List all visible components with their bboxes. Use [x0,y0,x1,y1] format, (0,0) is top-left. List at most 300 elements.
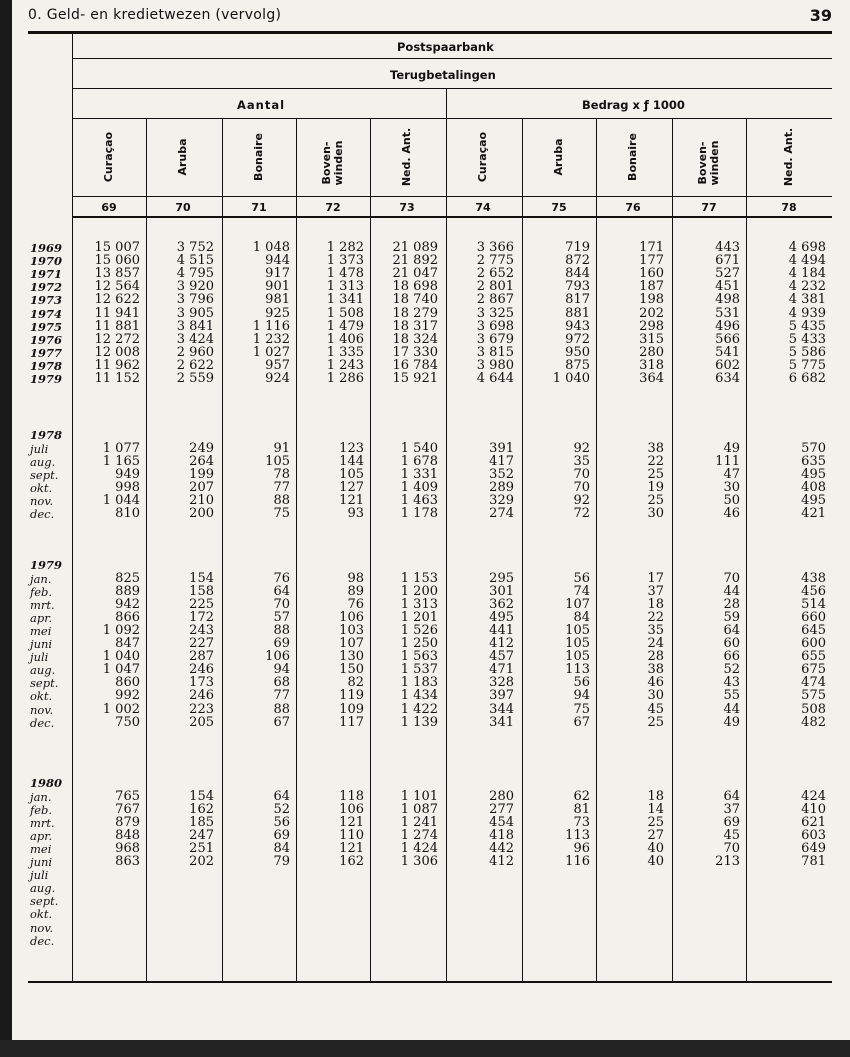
table-cell: 25 [647,492,664,508]
table-cell: 37 [723,801,740,817]
table-cell: 280 [489,788,514,804]
table-cell: 45 [647,701,664,717]
table-cell: 70 [573,479,590,495]
table-cell: 160 [639,266,664,282]
table-cell: 40 [647,840,664,856]
table-cell: 442 [489,840,514,856]
block-heading: 1979 [30,558,63,572]
table-cell: 3 325 [476,305,514,321]
table-cell: 1 540 [400,440,438,456]
table-cell: 1 313 [400,596,438,612]
table-cell: 1 331 [400,466,438,482]
table-cell: 21 047 [392,266,438,282]
block-heading: 1980 [30,776,63,790]
table-cell: 105 [565,649,590,665]
table-cell: 4 232 [788,279,826,295]
table-cell: 5 775 [788,357,826,373]
table-cell: 200 [189,506,214,521]
table-cell: 96 [573,840,590,856]
table-cell: 28 [647,649,664,665]
table-cell: 16 784 [392,357,438,373]
row-label: okt. [30,907,53,922]
table-cell: 457 [489,649,514,665]
table-cell: 12 622 [94,292,140,308]
scan-left-edge [0,0,12,1057]
table-cell: 3 905 [176,305,214,321]
table-cell: 38 [647,440,664,456]
table-cell: 75 [273,506,290,521]
table-cell: 719 [565,240,590,255]
table-cell: 4 494 [788,253,826,269]
table-cell: 46 [723,506,740,521]
table-cell: 3 841 [176,318,214,334]
table-cell: 59 [723,609,740,625]
table-cell: 603 [801,827,826,843]
table-cell: 11 881 [94,318,140,334]
table-cell: 1 183 [400,675,438,691]
table-cell: 35 [647,622,664,638]
group-title: Postspaarbank [397,40,494,54]
table-cell: 495 [489,609,514,625]
row-label: sept. [30,467,59,482]
table-cell: 56 [573,675,590,691]
table-cell: 3 679 [476,331,514,347]
table-cell: 950 [565,344,590,360]
table-cell: 22 [647,453,664,469]
table-cell: 825 [115,570,140,586]
table-cell: 5 433 [788,331,826,347]
table-cell: 1 178 [400,506,438,521]
row-label: 1978 [30,358,63,373]
table-cell: 17 [647,570,664,586]
column-divider [596,118,597,981]
row-label: okt. [30,689,53,704]
column-divider [146,118,147,981]
table-cell: 1 048 [252,240,290,255]
table-cell: 1 537 [400,662,438,678]
table-cell: 70 [723,840,740,856]
table-cell: 64 [723,788,740,804]
bottom-rule [28,981,832,983]
table-cell: 44 [723,583,740,599]
table-cell: 121 [339,492,364,508]
table-cell: 1 313 [326,279,364,295]
table-cell: 202 [639,305,664,321]
row-label: dec. [30,715,55,730]
table-cell: 91 [273,440,290,456]
table-cell: 76 [273,570,290,586]
table-cell: 172 [189,609,214,625]
table-cell: 412 [489,636,514,651]
table-cell: 56 [273,814,290,830]
table-cell: 12 008 [94,344,140,360]
table-cell: 471 [489,662,514,678]
table-cell: 1 373 [326,253,364,269]
table-cell: 202 [189,854,214,869]
table-cell: 341 [489,714,514,730]
table-cell: 634 [715,371,740,386]
table-cell: 19 [647,479,664,495]
table-cell: 15 060 [94,253,140,269]
table-cell: 866 [115,609,140,625]
column-header-name: Bonaire [626,133,639,181]
table-cell: 3 796 [176,292,214,308]
table-cell: 2 801 [476,279,514,295]
table-cell: 12 564 [94,279,140,295]
table-cell: 1 563 [400,649,438,665]
table-cell: 225 [189,596,214,612]
column-header-name: Bonaire [252,133,265,181]
table-cell: 4 381 [788,292,826,308]
table-cell: 957 [265,357,290,373]
table-cell: 77 [273,688,290,704]
table-cell: 67 [573,714,590,730]
table-cell: 621 [801,814,826,830]
table-cell: 600 [801,636,826,651]
table-cell: 1 508 [326,305,364,321]
table-cell: 105 [339,466,364,482]
table-cell: 514 [801,596,826,612]
table-cell: 1 463 [400,492,438,508]
table-cell: 243 [189,622,214,638]
column-number: 78 [781,201,797,214]
row-label: juli [30,441,49,456]
table-cell: 93 [347,506,364,521]
table-cell: 943 [565,318,590,334]
table-cell: 1 282 [326,240,364,255]
table-cell: 73 [573,814,590,830]
table-cell: 391 [489,440,514,456]
row-label: aug. [30,663,56,678]
table-cell: 508 [801,701,826,717]
table-cell: 1 087 [400,801,438,817]
table-cell: 3 698 [476,318,514,334]
table-cell: 45 [723,827,740,843]
column-header-name: Ned. Ant. [782,127,795,187]
column-number: 72 [325,201,341,214]
table-cell: 541 [715,344,740,360]
table-cell: 817 [565,292,590,308]
table-cell: 872 [565,253,590,269]
table-cell: 264 [189,453,214,469]
table-cell: 106 [265,649,290,665]
column-divider [672,118,673,981]
table-cell: 1 409 [400,479,438,495]
table-cell: 1 434 [400,688,438,704]
table-cell: 1 027 [252,344,290,360]
table-cell: 424 [801,788,826,804]
table-cell: 15 921 [392,371,438,386]
row-label: jan. [30,789,52,804]
table-cell: 22 [647,609,664,625]
row-label: nov. [30,920,54,935]
column-header-name: Ned. Ant. [400,127,413,187]
row-label: 1979 [30,372,63,386]
table-cell: 109 [339,701,364,717]
table-cell: 121 [339,814,364,830]
table-cell: 162 [189,801,214,817]
table-cell: 482 [801,714,826,730]
table-cell: 57 [273,609,290,625]
table-cell: 75 [573,701,590,717]
row-label: mrt. [30,597,55,612]
table-cell: 77 [273,479,290,495]
table-cell: 1 422 [400,701,438,717]
table-cell: 1 077 [102,440,140,456]
table-cell: 495 [801,466,826,482]
page-header [28,6,832,26]
table-cell: 875 [565,357,590,373]
table-cell: 1 002 [102,701,140,717]
table-cell: 246 [189,688,214,704]
table-cell: 12 272 [94,331,140,347]
table-cell: 454 [489,814,514,830]
table-cell: 144 [339,453,364,469]
table-cell: 793 [565,279,590,295]
table-cell: 171 [639,240,664,255]
table-cell: 84 [573,609,590,625]
table-cell: 750 [115,714,140,730]
table-cell: 671 [715,253,740,269]
table-cell: 227 [189,636,214,651]
table-cell: 397 [489,688,514,704]
table-cell: 117 [339,714,364,730]
table-cell: 67 [273,714,290,730]
table-cell: 295 [489,570,514,586]
table-cell: 1 335 [326,344,364,360]
table-cell: 25 [647,714,664,730]
table-cell: 84 [273,840,290,856]
table-cell: 116 [565,854,590,869]
table-cell: 154 [189,570,214,586]
table-cell: 3 920 [176,279,214,295]
table-cell: 88 [273,492,290,508]
table-cell: 863 [115,854,140,869]
table-cell: 6 682 [788,371,826,386]
table-cell: 443 [715,240,740,255]
table-cell: 4 515 [176,253,214,269]
table-cell: 298 [639,318,664,334]
table-cell: 277 [489,801,514,817]
table-cell: 675 [801,662,826,678]
table-cell: 69 [273,827,290,843]
table-cell: 37 [647,583,664,599]
table-cell: 92 [573,492,590,508]
row-label: 1972 [30,280,63,295]
table-cell: 531 [715,305,740,321]
header-divider [72,216,832,218]
table-cell: 185 [189,814,214,830]
column-divider [370,118,371,981]
table-cell: 123 [339,440,364,456]
table-cell: 113 [565,662,590,678]
header-divider [72,58,832,59]
table-cell: 2 775 [476,253,514,269]
table-cell: 1 479 [326,318,364,334]
column-number: 71 [251,201,267,214]
table-cell: 441 [489,622,514,638]
table-cell: 82 [347,675,364,691]
table-cell: 52 [723,662,740,678]
table-cell: 18 [647,596,664,612]
table-cell: 55 [723,688,740,704]
table-cell: 121 [339,840,364,856]
table-cell: 18 698 [392,279,438,295]
table-cell: 24 [647,636,664,651]
table-cell: 417 [489,453,514,469]
table-cell: 106 [339,609,364,625]
table-cell: 848 [115,827,140,843]
table-cell: 251 [189,840,214,856]
section-title: 0. Geld- en kredietwezen (vervolg) [28,7,282,23]
table-cell: 3 815 [476,344,514,360]
table-cell: 210 [189,492,214,508]
table-cell: 3 424 [176,331,214,347]
aantal-label: Aantal [237,98,286,112]
table-cell: 274 [489,506,514,521]
table-cell: 107 [339,636,364,651]
table-cell: 410 [801,801,826,817]
table-cell: 154 [189,788,214,804]
table-cell: 602 [715,357,740,373]
table-cell: 1 044 [102,492,140,508]
table-cell: 1 241 [400,814,438,830]
table-cell: 1 201 [400,609,438,625]
table-cell: 318 [639,357,664,373]
table-cell: 30 [647,688,664,704]
table-cell: 456 [801,583,826,599]
table-cell: 315 [639,331,664,347]
table-cell: 981 [265,292,290,308]
table-cell: 21 892 [392,253,438,269]
row-label: juli [30,650,49,665]
table-cell: 43 [723,675,740,691]
table-cell: 881 [565,305,590,321]
page-number: 39 [809,6,832,25]
table-cell: 998 [115,479,140,495]
table-cell: 111 [715,453,740,469]
table-cell: 942 [115,596,140,612]
table-cell: 566 [715,331,740,347]
row-label: 1973 [30,293,63,308]
table-cell: 15 007 [94,240,140,255]
row-label: juli [30,868,49,883]
table-cell: 173 [189,675,214,691]
table-cell: 474 [801,675,826,691]
table-cell: 408 [801,479,826,495]
table-cell: 1 232 [252,331,290,347]
column-divider [222,118,223,981]
table-cell: 207 [189,479,214,495]
table-cell: 205 [189,714,214,730]
table-cell: 162 [339,854,364,869]
table-cell: 18 740 [392,292,438,308]
table-cell: 98 [347,570,364,586]
table-cell: 246 [189,662,214,678]
table-cell: 105 [565,622,590,638]
table-cell: 46 [647,675,664,691]
table-cell: 2 960 [176,344,214,360]
table-cell: 62 [573,788,590,804]
table-cell: 3 980 [476,357,514,373]
table-cell: 1 274 [400,827,438,843]
table-cell: 924 [265,371,290,386]
table-cell: 68 [273,675,290,691]
table-cell: 992 [115,688,140,704]
column-divider [446,88,447,118]
table-cell: 105 [565,636,590,651]
table-cell: 949 [115,466,140,482]
table-cell: 1 678 [400,453,438,469]
table-cell: 79 [273,854,290,869]
table-cell: 4 698 [788,240,826,255]
table-cell: 1 040 [102,649,140,665]
table-cell: 92 [573,440,590,456]
row-label: 1975 [30,319,63,334]
column-divider [522,118,523,981]
table-cell: 130 [339,649,364,665]
table-cell: 635 [801,453,826,469]
table-cell: 767 [115,801,140,817]
table-cell: 47 [723,466,740,482]
table-cell: 5 586 [788,344,826,360]
table-cell: 18 [647,788,664,804]
table-cell: 21 089 [392,240,438,255]
table-cell: 496 [715,318,740,334]
table-cell: 1 478 [326,266,364,282]
table-cell: 69 [273,636,290,651]
table-cell: 3 752 [176,240,214,255]
column-header-name: Aruba [552,138,565,176]
table-cell: 1 243 [326,357,364,373]
table-cell: 94 [573,688,590,704]
table-cell: 655 [801,649,826,665]
table-cell: 56 [573,570,590,586]
row-label: aug. [30,881,56,896]
table-cell: 925 [265,305,290,321]
table-cell: 645 [801,622,826,638]
table-cell: 81 [573,801,590,817]
table-cell: 44 [723,701,740,717]
row-label: okt. [30,480,53,495]
block-heading: 1978 [30,428,63,442]
top-rule [28,31,832,34]
table-cell: 64 [723,622,740,638]
table-cell: 52 [273,801,290,817]
table-cell: 328 [489,675,514,691]
table-cell: 329 [489,492,514,508]
table-cell: 106 [339,801,364,817]
table-cell: 1 286 [326,371,364,386]
table-cell: 198 [639,292,664,308]
table-cell: 49 [723,714,740,730]
table-cell: 13 857 [94,266,140,282]
table-cell: 280 [639,344,664,360]
table-cell: 1 153 [400,570,438,586]
table-cell: 70 [573,466,590,482]
table-cell: 1 306 [400,854,438,869]
table-cell: 810 [115,506,140,521]
table-cell: 901 [265,279,290,295]
table-cell: 660 [801,609,826,625]
row-label: aug. [30,454,56,469]
row-label: dec. [30,933,55,948]
table-cell: 889 [115,583,140,599]
table-cell: 289 [489,479,514,495]
table-cell: 1 200 [400,583,438,599]
table-cell: 40 [647,854,664,869]
scan-bottom-edge [0,1040,850,1057]
